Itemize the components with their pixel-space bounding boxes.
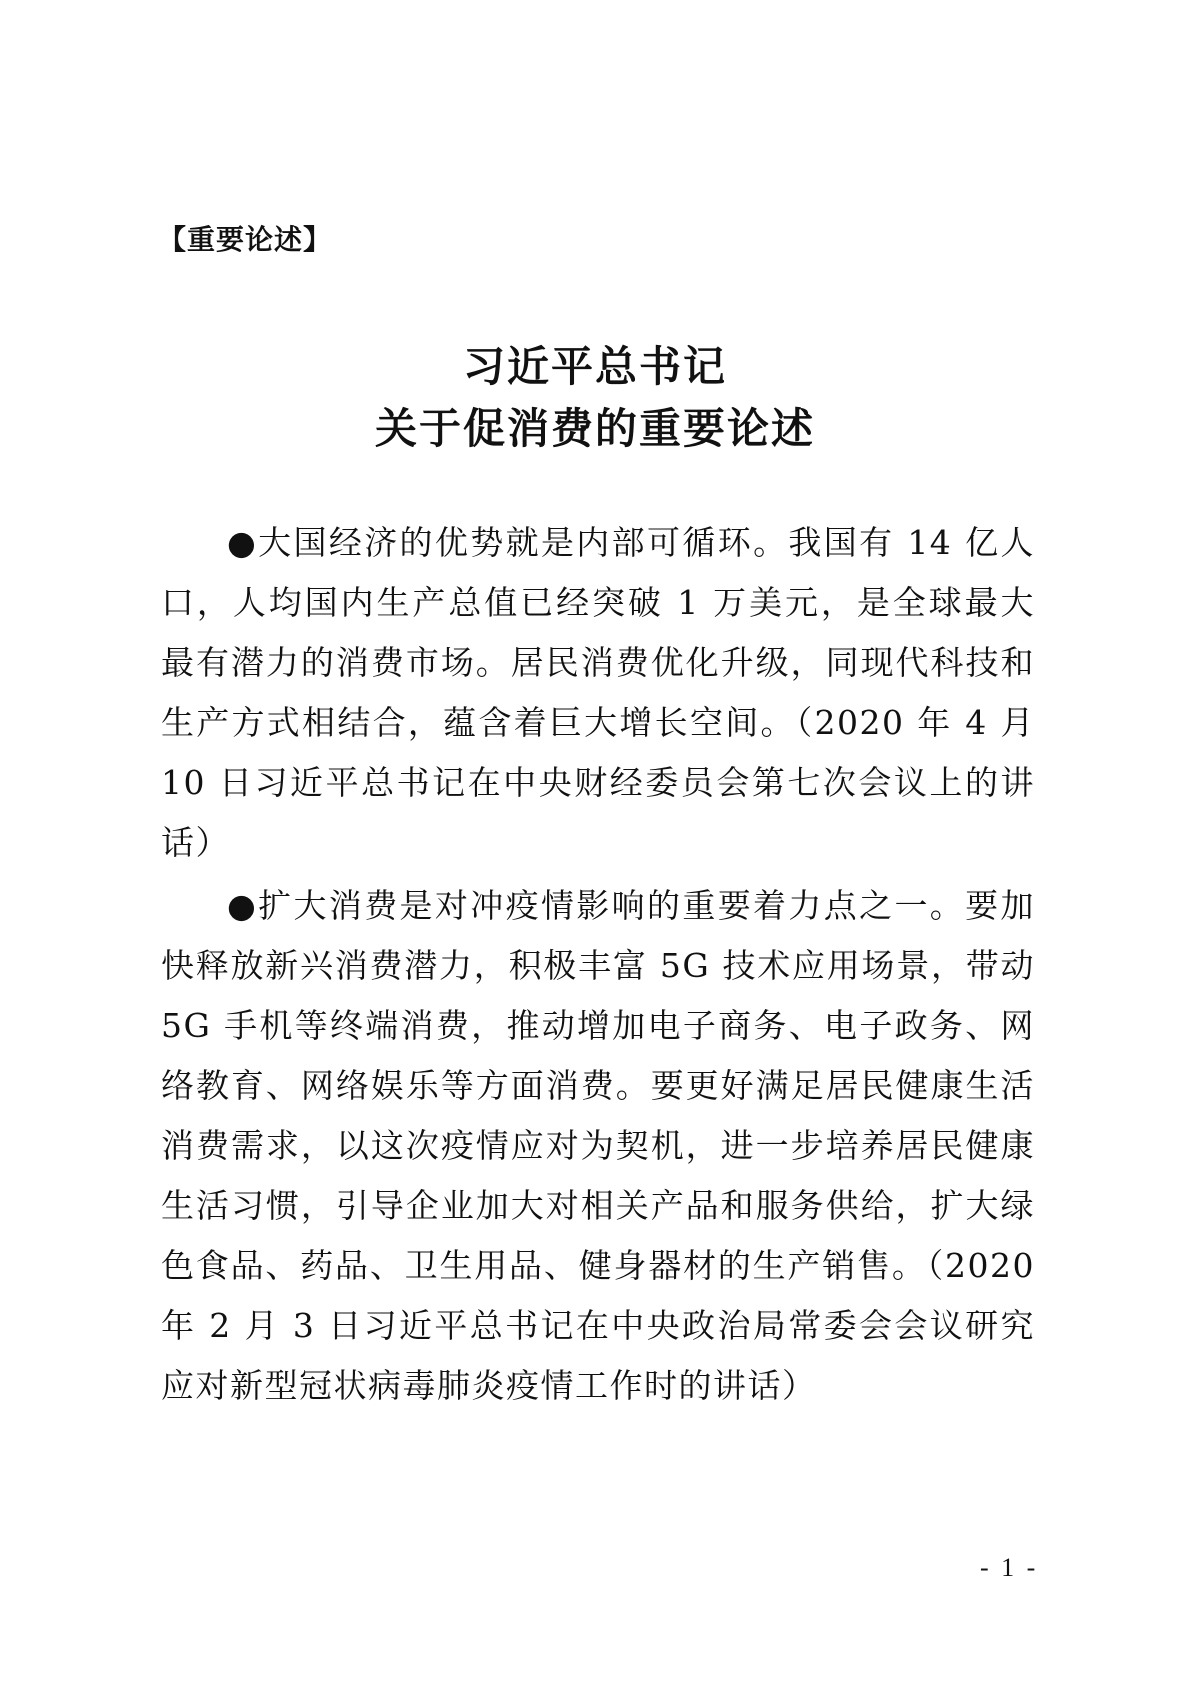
quote-source: （2020 年 2 月 3 日习近平总书记在中央政治局常委会会议研究应对新型冠状病毒肺炎疫情工作时的讲话） [161,1246,1036,1405]
page-title-line-2: 关于促消费的重要论述 [374,404,815,453]
page-title-line-1: 习近平总书记 [462,342,727,391]
quote-source: （2020 年 4 月 10 日习近平总书记在中央财经委员会第七次会议上的讲话） [161,703,1035,862]
page-number: - 1 - [980,1553,1039,1582]
quote-body: ●大国经济的优势就是内部可循环。我国有 14 亿人口，人均国内生产总值已经突破 1 万美元，是全球最大最有潜力的消费市场。居民消费优化升级，同现代科技和生产方式相结合，蕴含着巨大增长空间。 [161,523,1035,742]
quote-paragraph-2 [161,876,1035,1416]
quote-paragraph-1 [161,513,1035,873]
section-tag: 【重要论述】 [158,223,333,256]
quote-body: ●扩大消费是对冲疫情影响的重要着力点之一。要加快释放新兴消费潜力，积极丰富 5G 技术应用场景，带动 5G 手机等终端消费，推动增加电子商务、电子政务、网络教育、网络娱乐等方面消费。要更好满足居民健康生活消费需求，以这次疫情应对为契机，进一步培养居民健康生活习惯，引导企业加大对相关产品和服务供给，扩大绿色食品、药品、卫生用品、健身器材的生产销售。 [161,886,1035,1285]
